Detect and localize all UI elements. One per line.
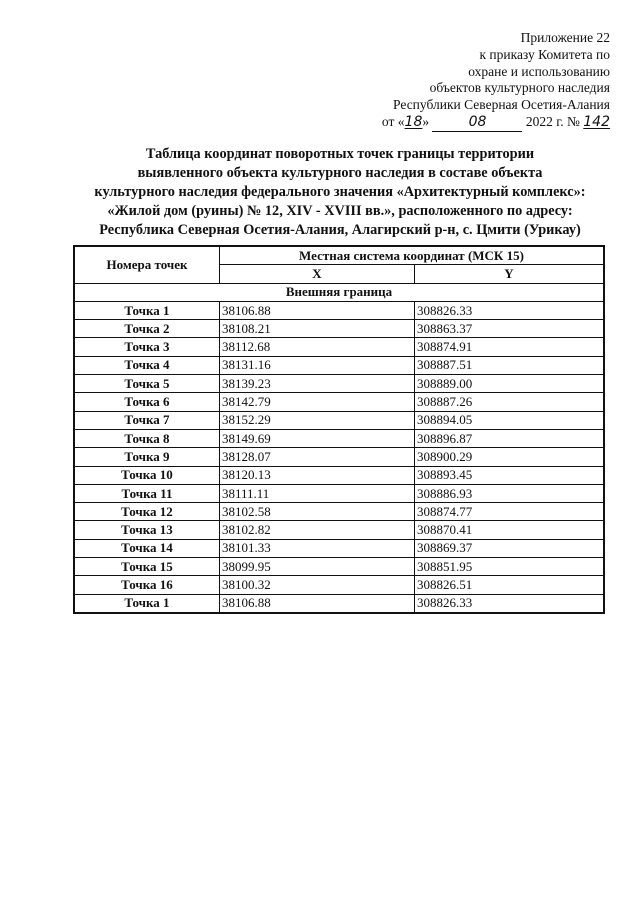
table-row [74,594,604,613]
point-name-cell: Точка 14 [74,539,220,557]
y-coordinate-cell: 308826.33 [415,594,605,613]
header-line-5: Республики Северная Осетия-Алания [393,97,610,113]
table-row [74,375,604,393]
table-row [74,484,604,502]
date-year-text: 2022 г. № [525,113,580,129]
header-line-2: к приказу Комитета по [479,46,610,62]
appendix-header [350,30,610,132]
title-line-1: Таблица координат поворотных точек границы территории [145,146,535,162]
x-column-header: X [220,265,415,283]
date-mid: » [422,113,430,129]
table-row [74,320,604,338]
y-coordinate-cell: 308887.51 [415,356,605,374]
table-row [74,429,604,447]
y-coordinate-cell: 308886.93 [415,484,605,502]
title-line-3: культурного наследия федерального значения «Архитектурный комплекс»: [94,184,586,200]
point-name-cell: Точка 2 [74,320,220,338]
y-coordinate-cell: 308874.77 [415,503,605,521]
title-line-5: Республика Северная Осетия-Алания, Алагирский р-н, с. Цмити (Урикау) [99,222,581,238]
y-coordinate-cell: 308900.29 [415,448,605,466]
x-coordinate-cell: 38149.69 [220,429,415,447]
point-name-cell: Точка 15 [74,558,220,576]
y-coordinate-cell: 308826.51 [415,576,605,594]
table-row [74,338,604,356]
point-name-cell: Точка 1 [74,301,220,319]
x-coordinate-cell: 38106.88 [220,594,415,613]
table-row [74,576,604,594]
y-coordinate-cell: 308874.91 [415,338,605,356]
x-coordinate-cell: 38112.68 [220,338,415,356]
table-row [74,448,604,466]
table-row [74,411,604,429]
point-name-cell: Точка 12 [74,503,220,521]
date-day-handwritten: 18 [404,113,423,130]
coordinates-table [73,245,605,614]
point-name-cell: Точка 4 [74,356,220,374]
point-name-cell: Точка 3 [74,338,220,356]
x-coordinate-cell: 38142.79 [220,393,415,411]
y-coordinate-cell: 308896.87 [415,429,605,447]
header-line-4: объектов культурного наследия [429,80,610,96]
title-line-4: «Жилой дом (руины) № 12, XIV - XVIII вв.», расположенного по адресу: [107,203,573,219]
header-line-3: охране и использованию [468,63,610,79]
table-row [74,558,604,576]
x-coordinate-cell: 38128.07 [220,448,415,466]
point-name-cell: Точка 7 [74,411,220,429]
table-row [74,466,604,484]
coordinate-system-header: Местная система координат (МСК 15) [220,246,605,265]
y-coordinate-cell: 308889.00 [415,375,605,393]
x-coordinate-cell: 38102.58 [220,503,415,521]
y-coordinate-cell: 308887.26 [415,393,605,411]
x-coordinate-cell: 38099.95 [220,558,415,576]
point-name-cell: Точка 5 [74,375,220,393]
point-name-cell: Точка 1 [74,594,220,613]
order-number-handwritten: 142 [583,113,610,130]
table-row [74,393,604,411]
point-name-cell: Точка 8 [74,429,220,447]
y-coordinate-cell: 308870.41 [415,521,605,539]
x-coordinate-cell: 38152.29 [220,411,415,429]
title-line-2: выявленного объекта культурного наследия в составе объекта [137,165,543,181]
header-line-1: Приложение 22 [520,30,610,45]
x-coordinate-cell: 38100.32 [220,576,415,594]
order-date-line [350,114,610,132]
document-title [70,145,610,240]
point-name-cell: Точка 10 [74,466,220,484]
point-name-cell: Точка 11 [74,484,220,502]
x-coordinate-cell: 38102.82 [220,521,415,539]
y-coordinate-cell: 308894.05 [415,411,605,429]
x-coordinate-cell: 38108.21 [220,320,415,338]
y-coordinate-cell: 308826.33 [415,301,605,319]
points-column-header: Номера точек [74,246,220,283]
x-coordinate-cell: 38131.16 [220,356,415,374]
x-coordinate-cell: 38106.88 [220,301,415,319]
x-coordinate-cell: 38111.11 [220,484,415,502]
x-coordinate-cell: 38120.13 [220,466,415,484]
y-column-header: Y [415,265,605,283]
date-prefix: от « [381,113,405,129]
section-label: Внешняя граница [74,283,604,301]
table-row [74,503,604,521]
table-row [74,356,604,374]
point-name-cell: Точка 6 [74,393,220,411]
date-month-field [432,114,522,132]
y-coordinate-cell: 308851.95 [415,558,605,576]
y-coordinate-cell: 308893.45 [415,466,605,484]
date-month-handwritten: 08 [468,113,487,130]
section-row [74,283,604,301]
x-coordinate-cell: 38101.33 [220,539,415,557]
point-name-cell: Точка 9 [74,448,220,466]
x-coordinate-cell: 38139.23 [220,375,415,393]
table-row [74,301,604,319]
table-row [74,521,604,539]
point-name-cell: Точка 13 [74,521,220,539]
table-row [74,539,604,557]
y-coordinate-cell: 308869.37 [415,539,605,557]
y-coordinate-cell: 308863.37 [415,320,605,338]
point-name-cell: Точка 16 [74,576,220,594]
